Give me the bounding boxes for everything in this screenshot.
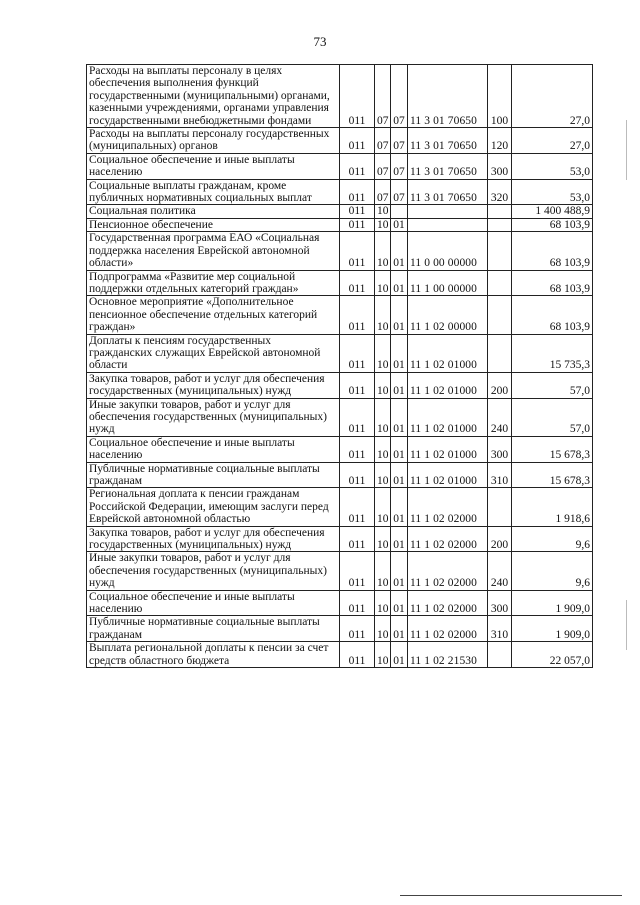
- margin-mark: [626, 600, 627, 650]
- row-name: Государственная программа ЕАО «Социальная поддержка населения Еврейской автономной области»: [87, 232, 340, 270]
- row-target-article: 11 3 01 70650: [408, 65, 488, 128]
- row-target-article: 11 1 02 02000: [408, 590, 488, 616]
- row-name: Иные закупки товаров, работ и услуг для обеспечения государственных (муниципальных) нужд: [87, 552, 340, 590]
- row-subsection-code: 01: [391, 526, 408, 552]
- row-expense-type: 100: [488, 65, 512, 128]
- row-section-code: 10: [375, 205, 391, 218]
- row-expense-type: 320: [488, 179, 512, 205]
- table-row: [87, 436, 593, 462]
- row-target-article: 11 1 02 02000: [408, 616, 488, 642]
- row-name: Пенсионное обеспечение: [87, 218, 340, 231]
- row-expense-type: 300: [488, 153, 512, 179]
- table-row: [87, 334, 593, 372]
- row-name: Закупка товаров, работ и услуг для обеспечения государственных (муниципальных) нужд: [87, 526, 340, 552]
- row-expense-type: [488, 334, 512, 372]
- row-subsection-code: 01: [391, 616, 408, 642]
- row-name: Социальное обеспечение и иные выплаты населению: [87, 590, 340, 616]
- row-target-article: 11 0 00 00000: [408, 232, 488, 270]
- row-grbs-code: 011: [340, 205, 375, 218]
- row-section-code: 10: [375, 526, 391, 552]
- row-amount: 68 103,9: [512, 270, 593, 296]
- row-amount: 9,6: [512, 526, 593, 552]
- row-amount: 68 103,9: [512, 232, 593, 270]
- row-name: Иные закупки товаров, работ и услуг для обеспечения государственных (муниципальных) нужд: [87, 398, 340, 436]
- row-expense-type: [488, 232, 512, 270]
- row-target-article: 11 3 01 70650: [408, 153, 488, 179]
- row-section-code: 10: [375, 334, 391, 372]
- row-subsection-code: 01: [391, 218, 408, 231]
- row-subsection-code: 07: [391, 179, 408, 205]
- row-amount: 27,0: [512, 65, 593, 128]
- table-row: [87, 590, 593, 616]
- row-expense-type: [488, 205, 512, 218]
- row-section-code: 10: [375, 552, 391, 590]
- table-row: [87, 526, 593, 552]
- table-row: [87, 552, 593, 590]
- row-amount: 15 678,3: [512, 436, 593, 462]
- row-target-article: 11 3 01 70650: [408, 128, 488, 154]
- row-amount: 53,0: [512, 153, 593, 179]
- row-grbs-code: 011: [340, 334, 375, 372]
- row-name: Региональная доплата к пенсии гражданам Российской Федерации, имеющим заслуги перед Еврейской автономной областью: [87, 488, 340, 526]
- row-subsection-code: 01: [391, 398, 408, 436]
- row-subsection-code: 07: [391, 153, 408, 179]
- row-section-code: 10: [375, 616, 391, 642]
- row-grbs-code: 011: [340, 526, 375, 552]
- table-row: [87, 218, 593, 231]
- row-grbs-code: 011: [340, 372, 375, 398]
- table-row: [87, 296, 593, 334]
- row-expense-type: [488, 296, 512, 334]
- row-grbs-code: 011: [340, 232, 375, 270]
- row-amount: 22 057,0: [512, 642, 593, 668]
- table-row: [87, 488, 593, 526]
- row-amount: 1 400 488,9: [512, 205, 593, 218]
- row-target-article: 11 1 02 02000: [408, 488, 488, 526]
- row-name: Основное мероприятие «Дополнительное пенсионное обеспечение отдельных категорий граждан»: [87, 296, 340, 334]
- table-row: [87, 65, 593, 128]
- table-row: [87, 153, 593, 179]
- table-row: [87, 462, 593, 488]
- row-target-article: 11 1 02 21530: [408, 642, 488, 668]
- row-name: Закупка товаров, работ и услуг для обеспечения государственных (муниципальных) нужд: [87, 372, 340, 398]
- row-target-article: 11 3 01 70650: [408, 179, 488, 205]
- row-expense-type: 120: [488, 128, 512, 154]
- row-grbs-code: 011: [340, 398, 375, 436]
- row-grbs-code: 011: [340, 65, 375, 128]
- row-section-code: 07: [375, 153, 391, 179]
- table-row: [87, 128, 593, 154]
- row-subsection-code: 01: [391, 590, 408, 616]
- row-section-code: 10: [375, 232, 391, 270]
- table-row: [87, 616, 593, 642]
- row-section-code: 10: [375, 372, 391, 398]
- row-subsection-code: 07: [391, 65, 408, 128]
- row-expense-type: [488, 488, 512, 526]
- row-expense-type: 240: [488, 552, 512, 590]
- row-subsection-code: 01: [391, 372, 408, 398]
- row-amount: 1 909,0: [512, 616, 593, 642]
- row-subsection-code: 01: [391, 552, 408, 590]
- row-grbs-code: 011: [340, 616, 375, 642]
- row-expense-type: 240: [488, 398, 512, 436]
- row-amount: 1 918,6: [512, 488, 593, 526]
- row-amount: 1 909,0: [512, 590, 593, 616]
- row-subsection-code: 01: [391, 436, 408, 462]
- row-amount: 15 735,3: [512, 334, 593, 372]
- row-expense-type: [488, 270, 512, 296]
- row-name: Доплаты к пенсиям государственных гражданских служащих Еврейской автономной области: [87, 334, 340, 372]
- row-name: Социальные выплаты гражданам, кроме публичных нормативных социальных выплат: [87, 179, 340, 205]
- row-grbs-code: 011: [340, 642, 375, 668]
- budget-table: [86, 64, 593, 668]
- row-grbs-code: 011: [340, 436, 375, 462]
- row-expense-type: 300: [488, 590, 512, 616]
- row-section-code: 10: [375, 270, 391, 296]
- row-target-article: 11 1 02 01000: [408, 436, 488, 462]
- row-amount: 9,6: [512, 552, 593, 590]
- row-section-code: 10: [375, 462, 391, 488]
- row-amount: 15 678,3: [512, 462, 593, 488]
- row-name: Социальное обеспечение и иные выплаты населению: [87, 153, 340, 179]
- row-subsection-code: 07: [391, 128, 408, 154]
- row-expense-type: 200: [488, 372, 512, 398]
- row-subsection-code: 01: [391, 270, 408, 296]
- row-name: Социальное обеспечение и иные выплаты населению: [87, 436, 340, 462]
- row-target-article: 11 1 02 01000: [408, 334, 488, 372]
- row-subsection-code: 01: [391, 642, 408, 668]
- row-target-article: 11 1 02 01000: [408, 462, 488, 488]
- row-subsection-code: 01: [391, 462, 408, 488]
- row-name: Подпрограмма «Развитие мер социальной поддержки отдельных категорий граждан»: [87, 270, 340, 296]
- row-expense-type: 200: [488, 526, 512, 552]
- row-section-code: 07: [375, 179, 391, 205]
- row-grbs-code: 011: [340, 462, 375, 488]
- row-name: Публичные нормативные социальные выплаты гражданам: [87, 616, 340, 642]
- row-grbs-code: 011: [340, 218, 375, 231]
- row-section-code: 10: [375, 436, 391, 462]
- row-name: Расходы на выплаты персоналу государственных (муниципальных) органов: [87, 128, 340, 154]
- row-subsection-code: 01: [391, 232, 408, 270]
- table-row: [87, 642, 593, 668]
- row-expense-type: [488, 642, 512, 668]
- table-row: [87, 372, 593, 398]
- row-grbs-code: 011: [340, 552, 375, 590]
- row-amount: 53,0: [512, 179, 593, 205]
- row-grbs-code: 011: [340, 153, 375, 179]
- table-row: [87, 205, 593, 218]
- row-target-article: 11 1 02 02000: [408, 552, 488, 590]
- page-number: 73: [313, 34, 327, 49]
- row-subsection-code: 01: [391, 296, 408, 334]
- row-expense-type: 310: [488, 462, 512, 488]
- row-target-article: [408, 218, 488, 231]
- row-subsection-code: 01: [391, 488, 408, 526]
- row-target-article: 11 1 02 00000: [408, 296, 488, 334]
- row-section-code: 10: [375, 642, 391, 668]
- row-section-code: 10: [375, 296, 391, 334]
- row-section-code: 07: [375, 128, 391, 154]
- table-row: [87, 270, 593, 296]
- row-amount: 57,0: [512, 398, 593, 436]
- row-target-article: 11 1 02 02000: [408, 526, 488, 552]
- row-target-article: [408, 205, 488, 218]
- row-grbs-code: 011: [340, 179, 375, 205]
- row-amount: 57,0: [512, 372, 593, 398]
- row-name: Социальная политика: [87, 205, 340, 218]
- row-amount: 27,0: [512, 128, 593, 154]
- row-grbs-code: 011: [340, 488, 375, 526]
- row-expense-type: 310: [488, 616, 512, 642]
- row-section-code: 10: [375, 218, 391, 231]
- row-section-code: 10: [375, 488, 391, 526]
- row-expense-type: 300: [488, 436, 512, 462]
- row-target-article: 11 1 00 00000: [408, 270, 488, 296]
- row-section-code: 07: [375, 65, 391, 128]
- table-row: [87, 232, 593, 270]
- row-target-article: 11 1 02 01000: [408, 398, 488, 436]
- row-grbs-code: 011: [340, 128, 375, 154]
- row-amount: 68 103,9: [512, 296, 593, 334]
- table-body: [87, 65, 593, 668]
- row-expense-type: [488, 218, 512, 231]
- row-subsection-code: [391, 205, 408, 218]
- row-name: Публичные нормативные социальные выплаты гражданам: [87, 462, 340, 488]
- row-amount: 68 103,9: [512, 218, 593, 231]
- bottom-rule: [400, 895, 622, 896]
- row-grbs-code: 011: [340, 270, 375, 296]
- row-name: Выплата региональной доплаты к пенсии за счет средств областного бюджета: [87, 642, 340, 668]
- row-section-code: 10: [375, 590, 391, 616]
- row-target-article: 11 1 02 01000: [408, 372, 488, 398]
- row-grbs-code: 011: [340, 590, 375, 616]
- margin-mark: [626, 120, 627, 180]
- row-subsection-code: 01: [391, 334, 408, 372]
- row-grbs-code: 011: [340, 296, 375, 334]
- table-row: [87, 398, 593, 436]
- row-name: Расходы на выплаты персоналу в целях обеспечения выполнения функций государственными (муниципальными) органами, казенными учреждениями, органами управления государственными внебюджетными фондами: [87, 65, 340, 128]
- table-row: [87, 179, 593, 205]
- row-section-code: 10: [375, 398, 391, 436]
